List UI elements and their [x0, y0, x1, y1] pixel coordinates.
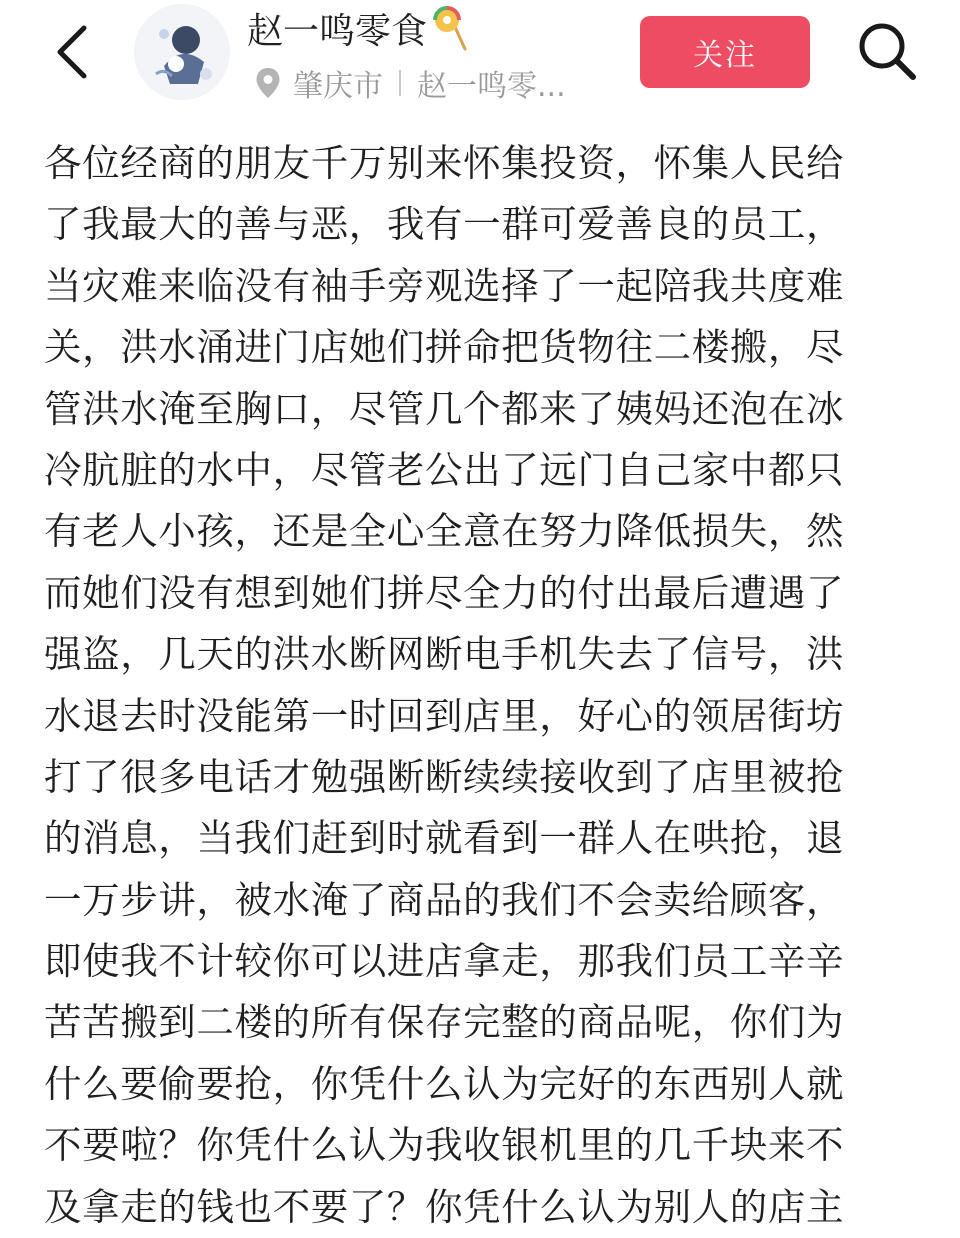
- location-row: [255, 60, 566, 106]
- avatar-image: [134, 4, 230, 100]
- search-button[interactable]: [852, 16, 922, 86]
- post-text-line: 不要啦？你凭什么认为我收银机里的几千块来不: [44, 1123, 845, 1168]
- chevron-left-icon: [52, 24, 92, 80]
- post-text-line: 强盗，几天的洪水断网断电手机失去了信号，洪: [44, 632, 845, 677]
- post-text-line: 而她们没有想到她们拼尽全力的付出最后遭遇了: [44, 570, 845, 615]
- post-header: [0, 0, 960, 115]
- author-name-text: 赵一鸣零食: [247, 10, 428, 52]
- post-body: [44, 133, 924, 1238]
- follow-button-label: 关注: [693, 38, 757, 73]
- location-divider: [399, 70, 401, 96]
- post-text-line: 管洪水淹至胸口，尽管几个都来了姨妈还泡在冰: [44, 386, 845, 431]
- follow-button[interactable]: [640, 16, 810, 88]
- lollipop-icon: [431, 5, 469, 51]
- post-text-line: 冷肮脏的水中，尽管老公出了远门自己家中都只: [44, 447, 845, 492]
- post-text-line: 有老人小孩，还是全心全意在努力降低损失，然: [44, 509, 845, 554]
- post-text-line: 什么要偷要抢，你凭什么认为完好的东西别人就: [44, 1061, 845, 1106]
- post-text-line: 即使我不计较你可以进店拿走，那我们员工辛辛: [44, 939, 845, 984]
- author-name[interactable]: [247, 2, 469, 54]
- post-text-line: 关，洪水涌进门店她们拼命把货物往二楼搬，尽: [44, 325, 845, 370]
- post-text-line: 当灾难来临没有袖手旁观选择了一起陪我共度难: [44, 263, 845, 308]
- location-pin-icon: [255, 67, 281, 99]
- post-text-line: 了我最大的善与恶，我有一群可爱善良的员工，: [44, 202, 845, 247]
- post-text-line: 一万步讲，被水淹了商品的我们不会卖给顾客，: [44, 877, 845, 922]
- post-text-line: 及拿走的钱也不要了？你凭什么认为别人的店主: [44, 1184, 845, 1229]
- post-text-line: 水退去时没能第一时回到店里，好心的领居街坊: [44, 693, 845, 738]
- location-city: 肇庆市: [293, 69, 383, 104]
- avatar[interactable]: [134, 4, 230, 100]
- post-text-line: 苦苦搬到二楼的所有保存完整的商品呢，你们为: [44, 1000, 845, 1045]
- shop-name[interactable]: 赵一鸣零...: [417, 69, 566, 104]
- search-icon: [856, 20, 918, 82]
- post-text-line: 打了很多电话才勉强断断续续接收到了店里被抢: [44, 754, 845, 799]
- post-text-line: 各位经商的朋友千万别来怀集投资，怀集人民给: [44, 141, 845, 185]
- post-text-line: 的消息，当我们赶到时就看到一群人在哄抢，退: [44, 816, 845, 861]
- back-button[interactable]: [40, 20, 104, 84]
